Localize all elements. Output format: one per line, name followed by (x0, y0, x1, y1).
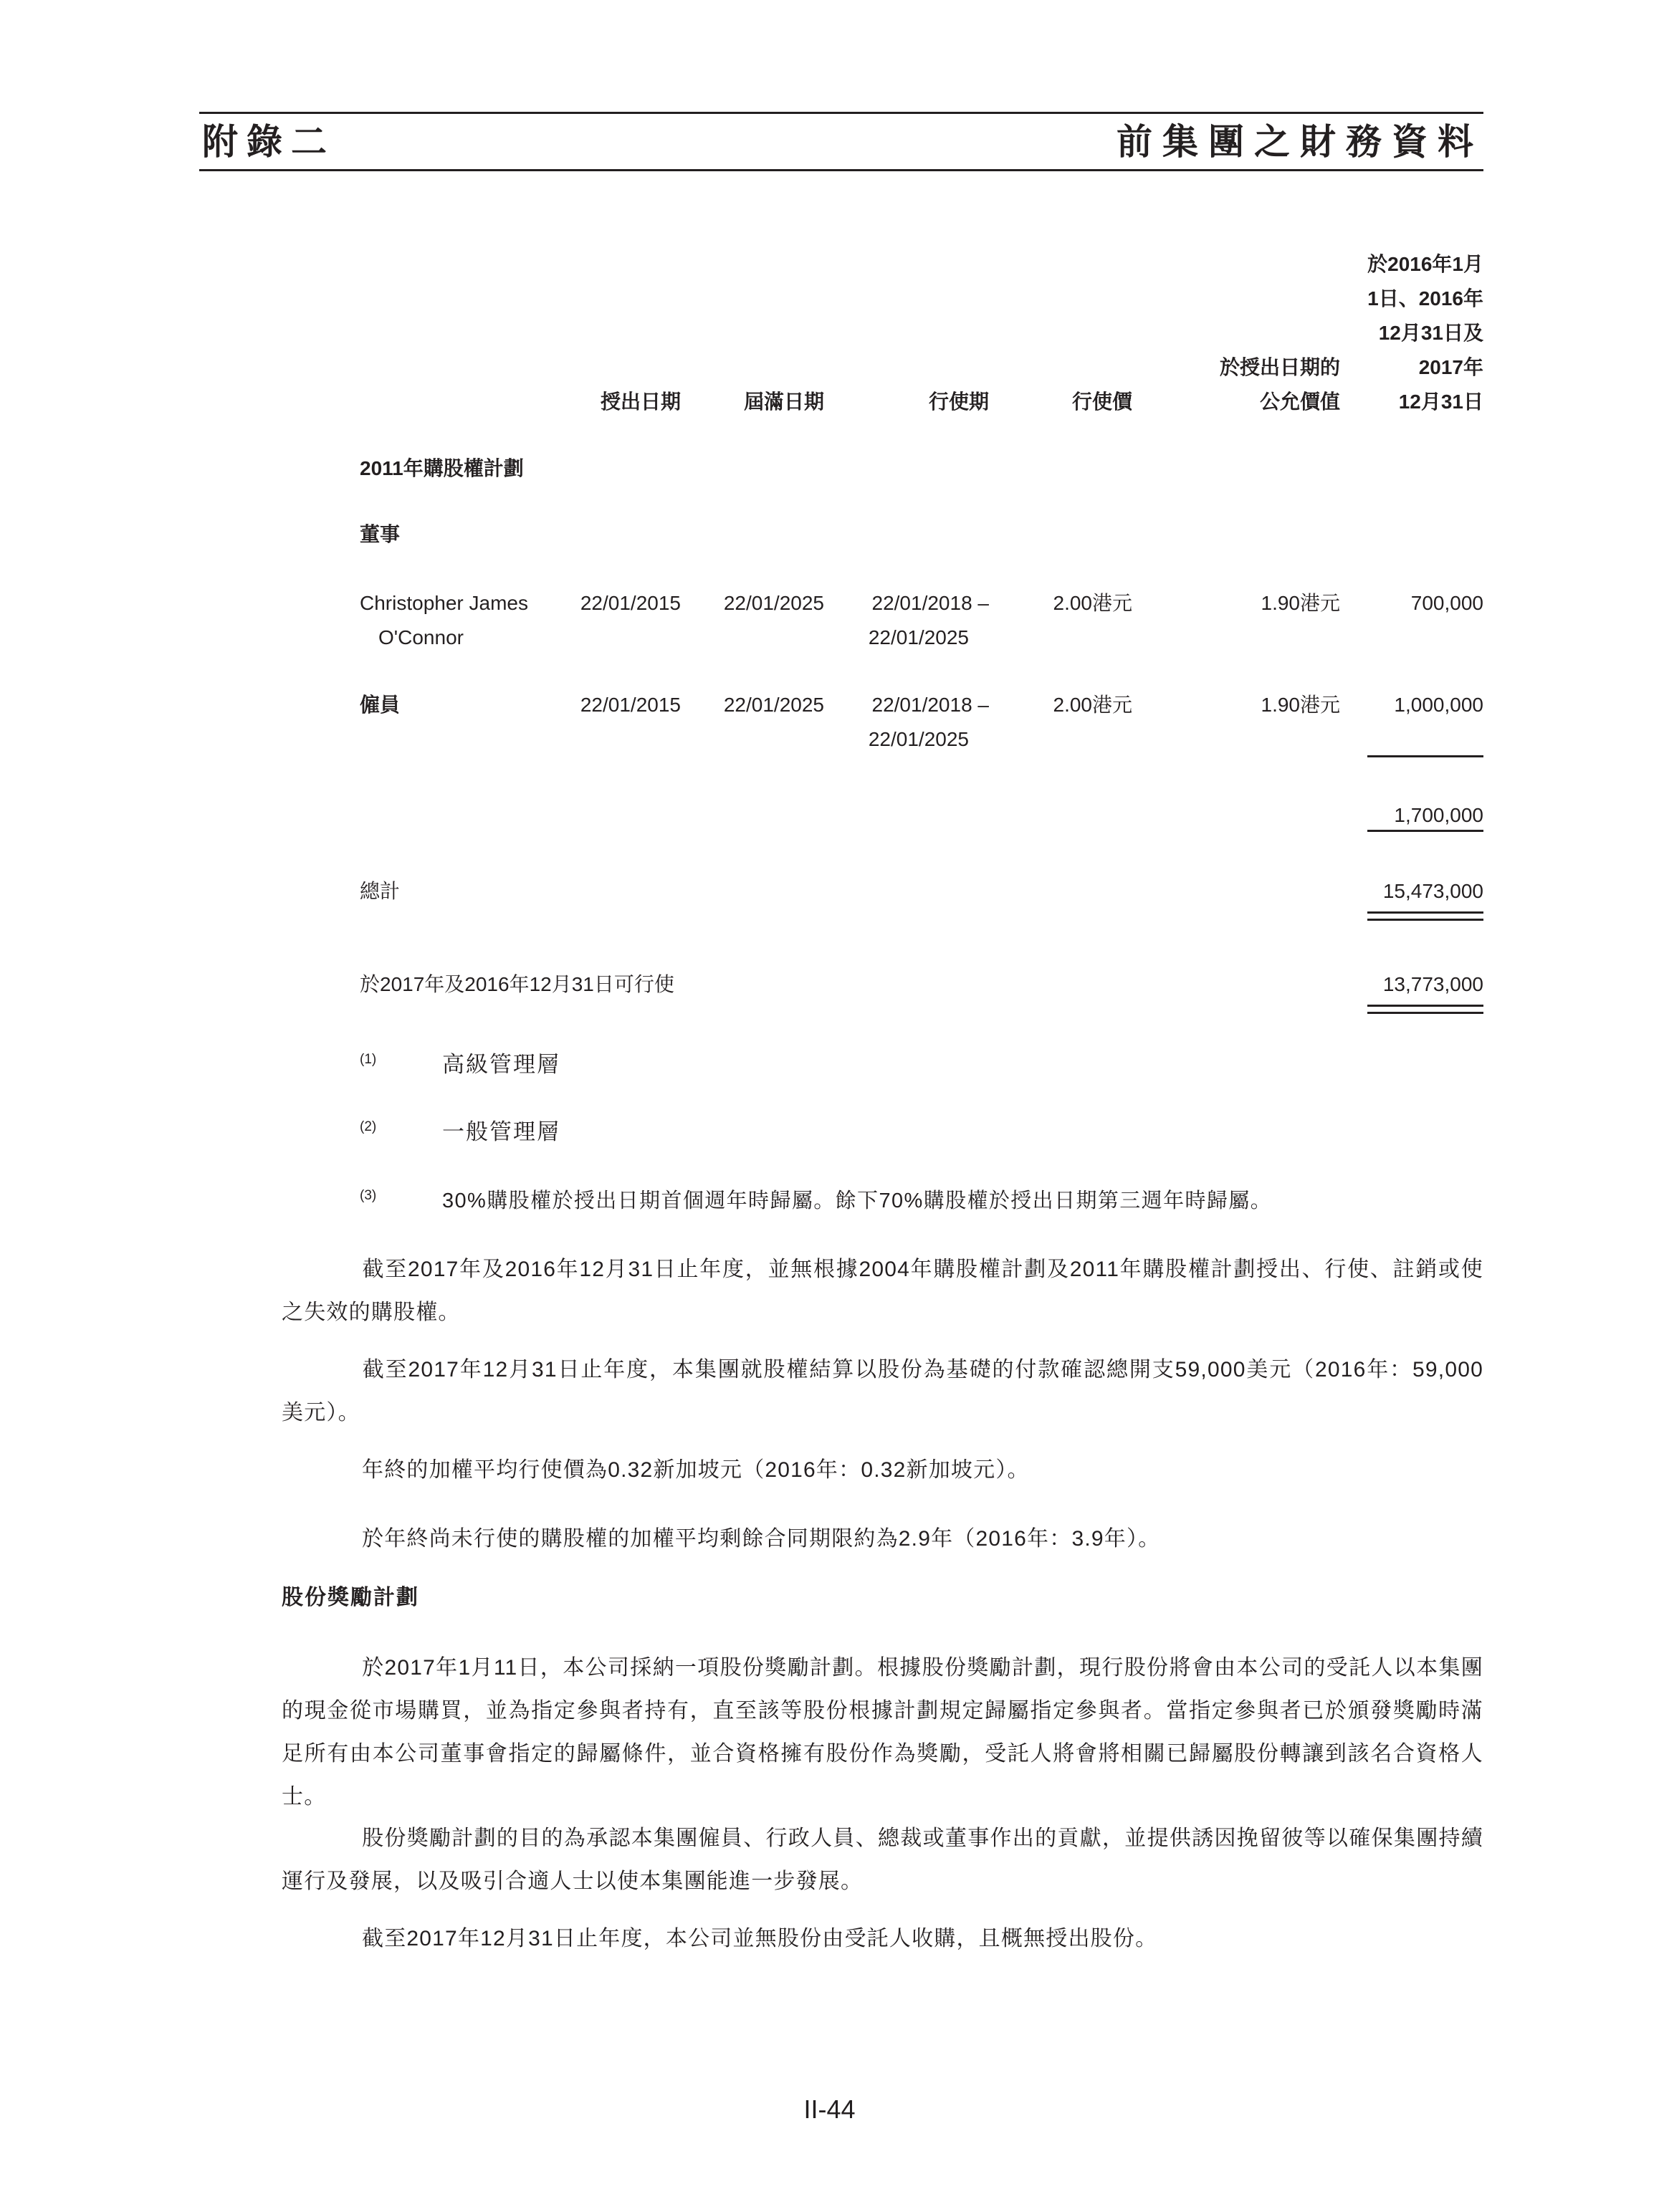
page-number: II-44 (803, 2094, 856, 2124)
table-cell-exercise-period: 22/01/2018 – 22/01/2025 (868, 592, 989, 648)
paragraph: 截至2017年及2016年12月31日止年度，並無根據2004年購股權計劃及2011年購股權計劃授出、行使、註銷或使之失效的購股權。 (282, 1258, 1483, 1324)
appendix-label: 附錄二 (202, 121, 335, 163)
exercisable-label: 於2017年及2016年12月31日可行使 (360, 973, 674, 995)
table-cell-fair-value: 1.90港元 (1261, 694, 1340, 716)
table-cell-exercise-price: 2.00港元 (1053, 592, 1132, 614)
exercisable-value: 13,773,000 (1382, 973, 1483, 995)
exercisable-double-rule-top (1367, 1005, 1483, 1007)
table-cell-grant-date: 22/01/2015 (580, 592, 681, 614)
table-row-name: Christopher James O'Connor (360, 592, 528, 648)
page-section-title: 前集團之財務資料 (1117, 121, 1483, 163)
director-label: 董事 (360, 523, 401, 545)
total-double-rule-top (1367, 911, 1483, 914)
total-label: 總計 (360, 880, 401, 902)
paragraph: 於年終尚未行使的購股權的加權平均剩餘合同期限約為2.9年（2016年：3.9年）。 (362, 1527, 1161, 1551)
col-header-grant-date: 授出日期 (600, 391, 681, 413)
paragraph: 股份獎勵計劃的目的為承認本集團僱員、行政人員、總裁或董事作出的貢獻，並提供誘因挽留彼等以確保集團持續運行及發展，以及吸引合適人士以使本集團能進一步發展。 (282, 1826, 1483, 1893)
paragraph: 於2017年1月11日，本公司採納一項股份獎勵計劃。根據股份獎勵計劃，現行股份將會由本公司的受託人以本集團的現金從市場購買，並為指定參與者持有，直至該等股份根據計劃規定歸屬指定參與者。當指定參與者已於頒發獎勵時滿足所有由本公司董事會指定的歸屬條件，並合資格擁有股份作為獎勵，受託人將會將相關已歸屬股份轉讓到該名合資格人士。 (282, 1656, 1483, 1809)
subtotal-underline (1367, 830, 1483, 832)
table-cell-fair-value: 1.90港元 (1261, 592, 1340, 614)
note-text: 30%購股權於授出日期首個週年時歸屬。餘下70%購股權於授出日期第三週年時歸屬。 (442, 1189, 1273, 1212)
paragraph: 截至2017年12月31日止年度，本公司並無股份由受託人收購，且概無授出股份。 (362, 1927, 1158, 1950)
table-cell-balance: 1,000,000 (1394, 694, 1483, 716)
subtotal-value: 1,700,000 (1394, 804, 1483, 826)
total-double-rule-bottom (1367, 919, 1483, 921)
note-marker: (2) (360, 1119, 377, 1134)
table-cell-balance: 700,000 (1410, 592, 1483, 614)
paragraph: 截至2017年12月31日止年度，本集團就股權結算以股份為基礎的付款確認總開支59,000美元（2016年：59,000美元）。 (282, 1358, 1483, 1425)
note-text: 高級管理層 (442, 1052, 560, 1077)
scheme-title: 2011年購股權計劃 (360, 457, 524, 479)
total-value: 15,473,000 (1382, 880, 1483, 902)
table-cell-expiry-date: 22/01/2025 (723, 592, 824, 614)
col-header-exercise-price: 行使價 (1071, 391, 1132, 413)
table-cell-expiry-date: 22/01/2025 (723, 694, 824, 716)
subtotal-rule (1367, 755, 1483, 757)
paragraph: 年終的加權平均行使價為0.32新加坡元（2016年：0.32新加坡元）。 (362, 1458, 1030, 1482)
col-header-expiry-date: 屆滿日期 (743, 391, 824, 413)
header-top-rule (199, 112, 1483, 114)
note-marker: (3) (360, 1188, 377, 1203)
note-text: 一般管理層 (442, 1119, 560, 1144)
table-cell-exercise-period: 22/01/2018 – 22/01/2025 (868, 694, 989, 750)
col-header-balance: 於2016年1月 1日、2016年 12月31日及 2017年 12月31日 (1367, 253, 1483, 413)
table-cell-grant-date: 22/01/2015 (580, 694, 681, 716)
col-header-exercise-period: 行使期 (928, 391, 989, 413)
table-row-name: 僱員 (360, 694, 401, 716)
col-header-fair-value: 於授出日期的 公允價值 (1219, 356, 1340, 413)
note-marker: (1) (360, 1052, 377, 1067)
header-bottom-rule (199, 169, 1483, 171)
exercisable-double-rule-bottom (1367, 1012, 1483, 1014)
section-heading: 股份獎勵計劃 (282, 1586, 419, 1609)
table-cell-exercise-price: 2.00港元 (1053, 694, 1132, 716)
